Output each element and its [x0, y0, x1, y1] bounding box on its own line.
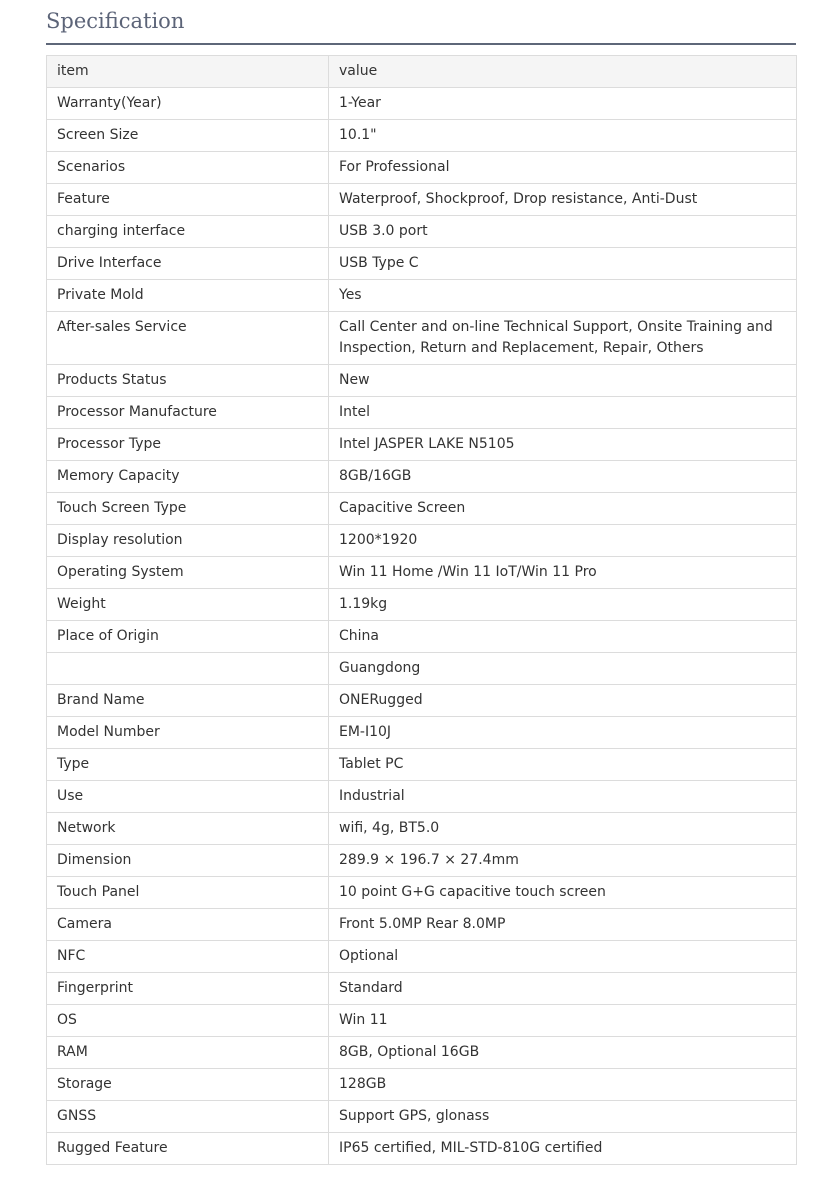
- spec-value-cell: Call Center and on-line Technical Support, Onsite Training and Inspection, Return and Replacement, Repair, Others: [329, 312, 797, 365]
- spec-value-cell: Guangdong: [329, 653, 797, 685]
- spec-value-cell: Waterproof, Shockproof, Drop resistance, Anti-Dust: [329, 184, 797, 216]
- table-row: [47, 589, 797, 621]
- spec-item-cell: Rugged Feature: [47, 1133, 329, 1165]
- table-row: [47, 621, 797, 653]
- table-row: [47, 184, 797, 216]
- specification-section: [46, 0, 796, 1165]
- spec-value-cell: China: [329, 621, 797, 653]
- table-row: [47, 941, 797, 973]
- spec-item-cell: Display resolution: [47, 525, 329, 557]
- spec-value-cell: USB 3.0 port: [329, 216, 797, 248]
- spec-item-cell: Processor Type: [47, 429, 329, 461]
- table-row: [47, 813, 797, 845]
- table-row: [47, 1069, 797, 1101]
- spec-item-cell: charging interface: [47, 216, 329, 248]
- spec-value-cell: Win 11 Home /Win 11 IoT/Win 11 Pro: [329, 557, 797, 589]
- table-row: [47, 973, 797, 1005]
- spec-item-cell: Private Mold: [47, 280, 329, 312]
- spec-item-cell: Products Status: [47, 365, 329, 397]
- spec-item-cell: OS: [47, 1005, 329, 1037]
- spec-item-cell: Warranty(Year): [47, 88, 329, 120]
- table-row: [47, 877, 797, 909]
- spec-item-cell: Processor Manufacture: [47, 397, 329, 429]
- spec-value-cell: For Professional: [329, 152, 797, 184]
- spec-item-cell: Touch Screen Type: [47, 493, 329, 525]
- spec-item-cell: Scenarios: [47, 152, 329, 184]
- header-item-cell: item: [47, 56, 329, 88]
- spec-item-cell: Memory Capacity: [47, 461, 329, 493]
- spec-item-cell: Touch Panel: [47, 877, 329, 909]
- spec-item-cell: Screen Size: [47, 120, 329, 152]
- spec-value-cell: 1200*1920: [329, 525, 797, 557]
- spec-value-cell: IP65 certified, MIL-STD-810G certified: [329, 1133, 797, 1165]
- table-row: [47, 781, 797, 813]
- spec-item-cell: Model Number: [47, 717, 329, 749]
- table-row: [47, 717, 797, 749]
- spec-item-cell: Type: [47, 749, 329, 781]
- table-row: [47, 1101, 797, 1133]
- spec-value-cell: Support GPS, glonass: [329, 1101, 797, 1133]
- table-row: [47, 216, 797, 248]
- table-row: [47, 248, 797, 280]
- spec-value-cell: wifi, 4g, BT5.0: [329, 813, 797, 845]
- spec-item-cell: Drive Interface: [47, 248, 329, 280]
- spec-item-cell: Place of Origin: [47, 621, 329, 653]
- spec-item-cell: Camera: [47, 909, 329, 941]
- spec-table-body: [47, 56, 797, 1165]
- table-row: [47, 312, 797, 365]
- spec-item-cell: Feature: [47, 184, 329, 216]
- spec-item-cell: After-sales Service: [47, 312, 329, 365]
- spec-value-cell: 10.1": [329, 120, 797, 152]
- spec-item-cell: RAM: [47, 1037, 329, 1069]
- spec-item-cell: Use: [47, 781, 329, 813]
- spec-item-cell: [47, 653, 329, 685]
- table-row: [47, 685, 797, 717]
- table-row: [47, 88, 797, 120]
- spec-value-cell: 289.9 × 196.7 × 27.4mm: [329, 845, 797, 877]
- spec-item-cell: Storage: [47, 1069, 329, 1101]
- spec-value-cell: 128GB: [329, 1069, 797, 1101]
- table-row: [47, 365, 797, 397]
- spec-item-cell: Fingerprint: [47, 973, 329, 1005]
- table-row: [47, 1133, 797, 1165]
- table-row: [47, 525, 797, 557]
- table-row: [47, 152, 797, 184]
- table-header-row: [47, 56, 797, 88]
- spec-value-cell: Front 5.0MP Rear 8.0MP: [329, 909, 797, 941]
- spec-value-cell: Intel JASPER LAKE N5105: [329, 429, 797, 461]
- spec-value-cell: Win 11: [329, 1005, 797, 1037]
- spec-value-cell: Optional: [329, 941, 797, 973]
- spec-value-cell: New: [329, 365, 797, 397]
- table-row: [47, 120, 797, 152]
- table-row: [47, 557, 797, 589]
- table-row: [47, 461, 797, 493]
- table-row: [47, 429, 797, 461]
- spec-value-cell: 10 point G+G capacitive touch screen: [329, 877, 797, 909]
- table-row: [47, 845, 797, 877]
- spec-item-cell: GNSS: [47, 1101, 329, 1133]
- spec-value-cell: 1.19kg: [329, 589, 797, 621]
- spec-item-cell: NFC: [47, 941, 329, 973]
- spec-value-cell: Standard: [329, 973, 797, 1005]
- table-row: [47, 653, 797, 685]
- table-row: [47, 397, 797, 429]
- spec-item-cell: Dimension: [47, 845, 329, 877]
- spec-value-cell: Tablet PC: [329, 749, 797, 781]
- title-divider: [46, 43, 796, 45]
- table-row: [47, 1005, 797, 1037]
- table-row: [47, 493, 797, 525]
- spec-value-cell: EM-I10J: [329, 717, 797, 749]
- spec-value-cell: Intel: [329, 397, 797, 429]
- section-title: Specification: [46, 9, 185, 33]
- spec-value-cell: 8GB, Optional 16GB: [329, 1037, 797, 1069]
- table-row: [47, 1037, 797, 1069]
- spec-item-cell: Weight: [47, 589, 329, 621]
- spec-table: [46, 55, 797, 1165]
- table-row: [47, 280, 797, 312]
- header-value-cell: value: [329, 56, 797, 88]
- spec-value-cell: 1-Year: [329, 88, 797, 120]
- spec-item-cell: Network: [47, 813, 329, 845]
- spec-item-cell: Brand Name: [47, 685, 329, 717]
- spec-value-cell: USB Type C: [329, 248, 797, 280]
- spec-value-cell: Yes: [329, 280, 797, 312]
- spec-value-cell: ONERugged: [329, 685, 797, 717]
- spec-value-cell: Industrial: [329, 781, 797, 813]
- spec-value-cell: 8GB/16GB: [329, 461, 797, 493]
- spec-item-cell: Operating System: [47, 557, 329, 589]
- table-row: [47, 749, 797, 781]
- table-row: [47, 909, 797, 941]
- spec-value-cell: Capacitive Screen: [329, 493, 797, 525]
